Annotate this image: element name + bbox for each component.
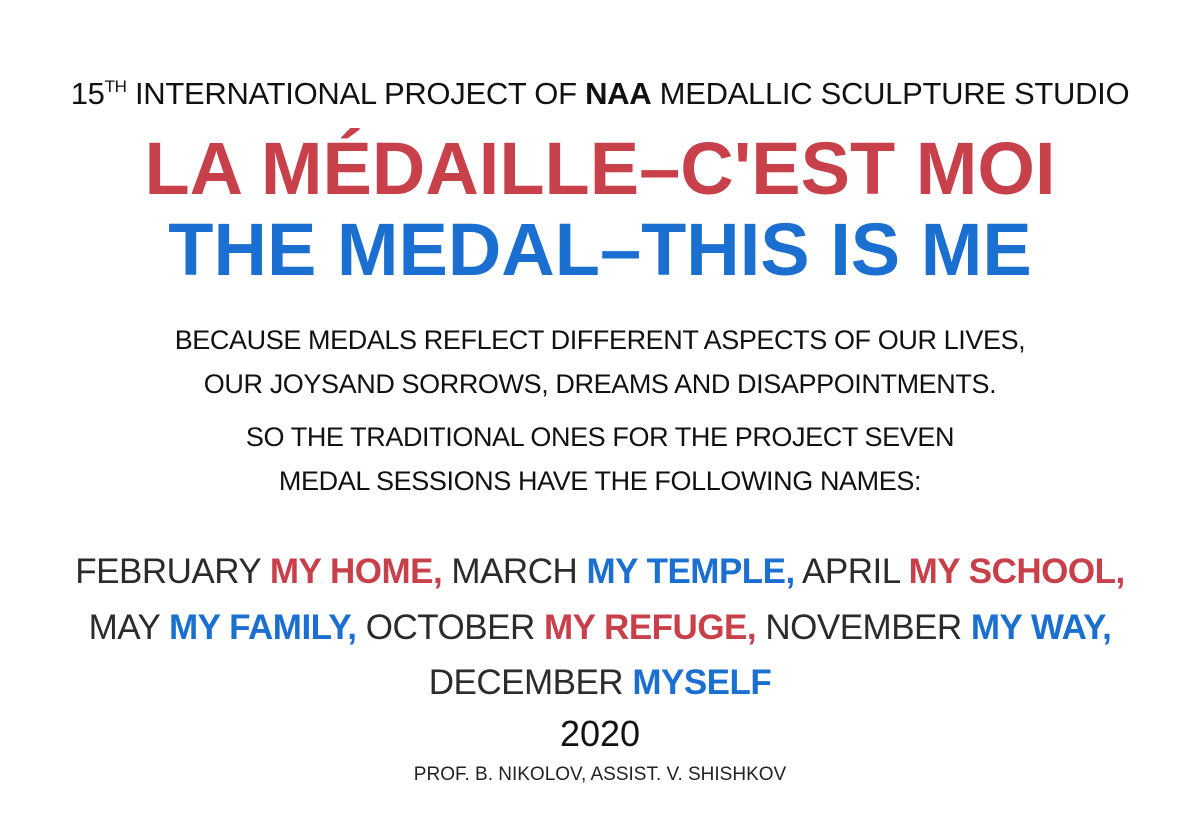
- session-name: MY HOME,: [269, 552, 443, 591]
- title-english: THE MEDAL–THIS IS ME: [168, 208, 1032, 291]
- session-name: MY WAY,: [970, 608, 1112, 647]
- session-month: FEBRUARY: [75, 552, 261, 591]
- session-name: MYSELF: [632, 663, 772, 702]
- sessions-line: [0, 605, 1200, 651]
- project-year: 2020: [559, 713, 641, 754]
- sessions-line: [0, 549, 1200, 595]
- header-text-before: INTERNATIONAL PROJECT OF: [134, 76, 577, 111]
- session-name: MY FAMILY,: [168, 608, 357, 647]
- header-organization: NAA: [585, 76, 652, 111]
- session-month: OCTOBER: [365, 608, 535, 647]
- sessions-line: [0, 660, 1200, 706]
- header-number: 15: [70, 76, 105, 111]
- session-month: MAY: [88, 608, 160, 647]
- description-line: BECAUSE MEDALS REFLECT DIFFERENT ASPECTS OF OUR LIVES,: [174, 325, 1026, 355]
- header-ordinal: TH: [104, 77, 127, 96]
- description-line: MEDAL SESSIONS HAVE THE FOLLOWING NAMES:: [278, 466, 922, 496]
- description-line: OUR JOYSAND SORROWS, DREAMS AND DISAPPOINTMENTS.: [203, 369, 997, 399]
- session-month: MARCH: [451, 552, 578, 591]
- header-text-after: MEDALLIC SCULPTURE STUDIO: [659, 76, 1130, 111]
- project-header: [0, 74, 1200, 114]
- session-month: DECEMBER: [428, 663, 624, 702]
- session-name: MY TEMPLE,: [586, 552, 795, 591]
- session-name: MY REFUGE,: [543, 608, 757, 647]
- title-french: LA MÉDAILLE–C'EST MOI: [144, 127, 1056, 210]
- description-line: SO THE TRADITIONAL ONES FOR THE PROJECT SEVEN: [245, 422, 955, 452]
- session-name: MY SCHOOL,: [908, 552, 1125, 591]
- credits: PROF. B. NIKOLOV, ASSIST. V. SHISHKOV: [413, 764, 787, 785]
- session-month: NOVEMBER: [765, 608, 962, 647]
- session-month: APRIL: [802, 552, 900, 591]
